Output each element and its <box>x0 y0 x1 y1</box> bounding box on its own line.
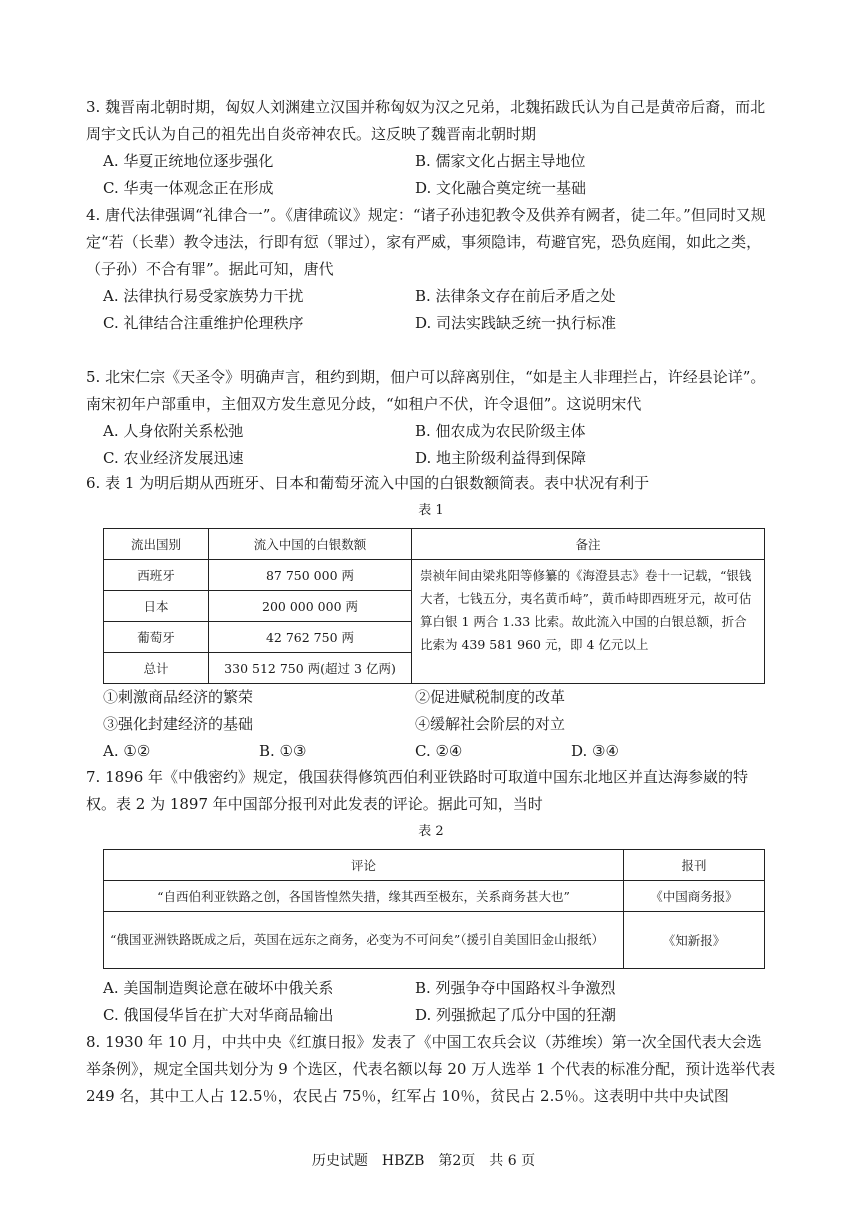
table-cell: “俄国亚洲铁路既成之后，英国在远东之商务，必变为不可问矣”（援引自美国旧金山报纸） <box>104 912 624 969</box>
option-d: D. 司法实践缺乏统一执行标准 <box>415 314 617 332</box>
table-header: 报刊 <box>624 850 765 881</box>
option-a: A. 法律执行易受家族势力干扰 <box>103 287 304 305</box>
option-b: B. ①③ <box>259 742 307 760</box>
option-a: A. 人身依附关系松弛 <box>103 422 244 440</box>
option-c: C. 华夷一体观念正在形成 <box>103 179 274 197</box>
table-row <box>104 560 765 591</box>
option-d: D. ③④ <box>571 742 619 760</box>
table-cell: 西班牙 <box>104 560 209 591</box>
table-1 <box>103 528 765 684</box>
table-cell: 《中国商务报》 <box>624 881 765 912</box>
table-cell: “自西伯利亚铁路之创，各国皆惶然失措，缘其西至极东，关系商务甚大也” <box>104 881 624 912</box>
option-d: D. 列强掀起了瓜分中国的狂潮 <box>415 1006 617 1024</box>
option-c: C. 农业经济发展迅速 <box>103 449 244 467</box>
question-5 <box>86 364 776 472</box>
table-cell: 《知新报》 <box>624 912 765 969</box>
question-stem: 7. 1896 年《中俄密约》规定，俄国获得修筑西伯利亚铁路时可取道中国东北地区并直达海参崴的特权。表 2 为 1897 年中国部分报刊对此发表的评论。据此可知，当时 <box>86 768 749 813</box>
answer-options <box>86 738 776 765</box>
question-7 <box>86 764 776 846</box>
answer-options <box>86 975 776 1029</box>
table-header: 流入中国的白银数额 <box>209 529 412 560</box>
question-6 <box>86 470 776 525</box>
table-row <box>104 881 765 912</box>
question-stem: 6. 表 1 为明后期从西班牙、日本和葡萄牙流入中国的白银数额简表。表中状况有利于 <box>86 474 650 492</box>
table-cell: 87 750 000 两 <box>209 560 412 591</box>
question-3 <box>86 94 776 202</box>
option-a: A. 美国制造舆论意在破坏中俄关系 <box>103 979 334 997</box>
table-caption: 表 1 <box>418 503 444 518</box>
statement-item: ①刺激商品经济的繁荣 <box>103 688 254 706</box>
answer-options <box>86 148 776 202</box>
table-header: 评论 <box>104 850 624 881</box>
table-cell: 330 512 750 两(超过 3 亿两) <box>209 653 412 684</box>
table-cell: 日本 <box>104 591 209 622</box>
question-stem: 3. 魏晋南北朝时期，匈奴人刘渊建立汉国并称匈奴为汉之兄弟，北魏拓跋氏认为自己是黄帝后裔，而北周宇文氏认为自己的祖先出自炎帝神农氏。这反映了魏晋南北朝时期 <box>86 98 766 143</box>
option-a: A. 华夏正统地位逐步强化 <box>103 152 274 170</box>
option-a: A. ①② <box>103 742 151 760</box>
table-header: 备注 <box>412 529 765 560</box>
table-2 <box>103 849 765 969</box>
option-c: C. ②④ <box>415 742 463 760</box>
statement-list <box>86 684 776 738</box>
option-d: D. 文化融合奠定统一基础 <box>415 179 587 197</box>
table-cell: 200 000 000 两 <box>209 591 412 622</box>
question-stem: 8. 1930 年 10 月，中共中央《红旗日报》发表了《中国工农兵会议（苏维埃）第一次全国代表大会选举条例》，规定全国共划分为 9 个选区，代表名额以每 20 万人选举 1 个代表的标准分配，预计选举代表 249 名，其中工人占 12.5％，农民占 75％，红军占 10％，贫民占 2.5％。这表明中共中央试图 <box>86 1033 776 1105</box>
table-cell: 42 762 750 两 <box>209 622 412 653</box>
option-c: C. 俄国侵华旨在扩大对华商品输出 <box>103 1006 334 1024</box>
statement-item: ③强化封建经济的基础 <box>103 715 254 733</box>
table-header-row <box>104 850 765 881</box>
option-d: D. 地主阶级利益得到保障 <box>415 449 587 467</box>
question-stem: 4. 唐代法律强调“礼律合一”。《唐律疏议》规定：“诸子孙违犯教令及供养有阙者，徒二年。”但同时又规定“若（长辈）教令违法，行即有愆（罪过），家有严威，事须隐讳，苟避官宪，恐负庭闱，如此之类，（子孙）不合有罪”。据此可知，唐代 <box>86 206 766 278</box>
question-8 <box>86 1029 776 1110</box>
question-6-options <box>86 684 776 765</box>
table-row <box>104 912 765 969</box>
answer-options <box>86 283 776 337</box>
table-header-row <box>104 529 765 560</box>
option-b: B. 儒家文化占据主导地位 <box>415 152 586 170</box>
option-b: B. 佃农成为农民阶级主体 <box>415 422 586 440</box>
question-4 <box>86 202 776 337</box>
table-cell: 葡萄牙 <box>104 622 209 653</box>
option-b: B. 列强争夺中国路权斗争激烈 <box>415 979 616 997</box>
statement-item: ②促进赋税制度的改革 <box>415 688 566 706</box>
table-note: 崇祯年间由梁兆阳等修纂的《海澄县志》卷十一记载，“银钱大者，七钱五分，夷名黄币峙”，黄币峙即西班牙元，故可估算白银 1 两合 1.33 比索。故此流入中国的白银总额，折合比索为 439 581 960 元，即 4 亿元以上 <box>412 560 765 684</box>
page-footer: 历史试题 HBZB 第2页 共 6 页 <box>311 1153 536 1169</box>
table-caption: 表 2 <box>418 824 444 839</box>
answer-options <box>86 418 776 472</box>
table-header: 流出国别 <box>104 529 209 560</box>
table-cell: 总计 <box>104 653 209 684</box>
statement-item: ④缓解社会阶层的对立 <box>415 715 566 733</box>
question-7-options <box>86 975 776 1029</box>
option-c: C. 礼律结合注重维护伦理秩序 <box>103 314 304 332</box>
option-b: B. 法律条文存在前后矛盾之处 <box>415 287 616 305</box>
question-stem: 5. 北宋仁宗《天圣令》明确声言，租约到期，佃户可以辞离别住，“如是主人非理拦占，许经县论详”。南宋初年户部重申，主佃双方发生意见分歧，“如租户不伏，许令退佃”。这说明宋代 <box>86 368 766 413</box>
